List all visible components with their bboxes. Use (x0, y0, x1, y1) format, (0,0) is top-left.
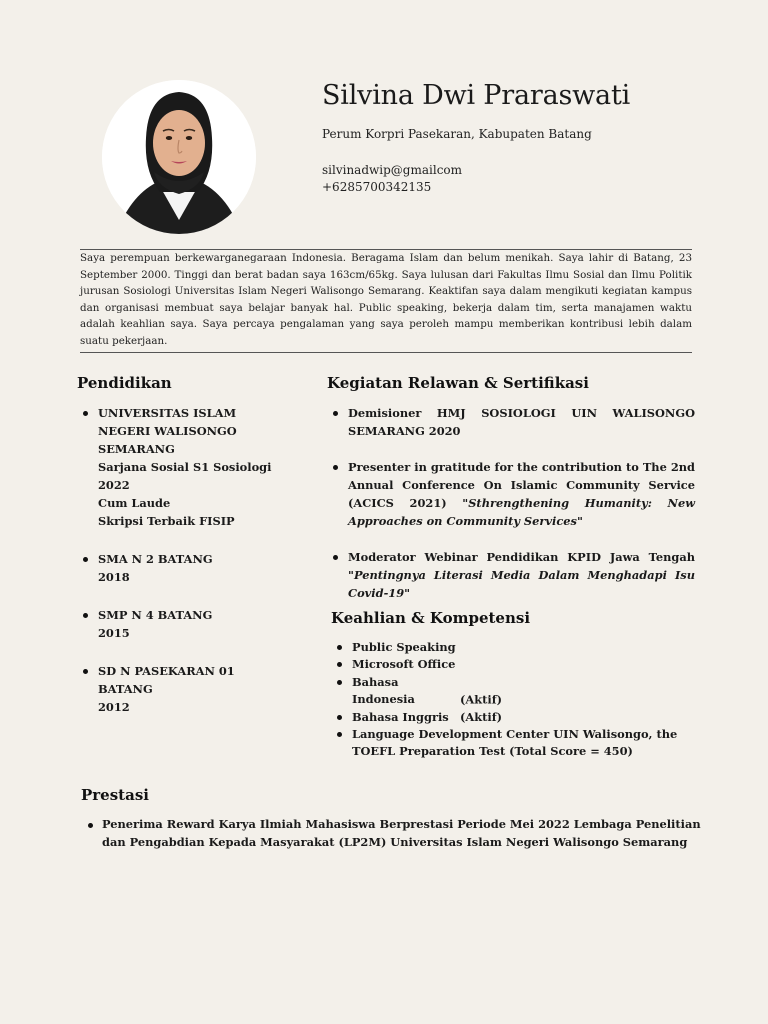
education-title: Pendidikan (77, 374, 172, 392)
skills-list (352, 639, 692, 761)
volunteer-quote-end: " (404, 586, 411, 600)
education-school: SMP N 4 BATANG (98, 608, 213, 622)
education-item (98, 404, 278, 530)
education-year: 2015 (98, 626, 130, 640)
education-year: 2022 (98, 478, 130, 492)
volunteer-item (348, 404, 695, 440)
skill-label: Bahasa Inggris (352, 709, 449, 724)
profile-photo (102, 80, 256, 234)
skills-title: Keahlian & Kompetensi (331, 609, 531, 627)
education-school: UNIVERSITAS ISLAM NEGERI WALISONGO SEMARANG (98, 406, 237, 456)
skill-item (352, 674, 692, 709)
profile-photo-illustration (102, 80, 256, 234)
education-item (98, 606, 278, 642)
skill-label: Public Speaking (352, 640, 456, 654)
education-degree: Sarjana Sosial S1 Sosiologi (98, 460, 272, 474)
achievement-text: Penerima Reward Karya Ilmiah Mahasiswa Berprestasi Periode Mei 2022 Lembaga Penelitian dan Pengabdian Kepada Masyarakat (LP2M) Universitas Islam Negeri Walisongo Semarang (102, 817, 701, 849)
education-item (98, 550, 278, 586)
phone: +6285700342135 (322, 180, 432, 194)
education-item (98, 662, 278, 716)
skill-item (352, 726, 692, 761)
skill-item (352, 709, 692, 726)
education-award: Skripsi Terbaik FISIP (98, 514, 235, 528)
skill-label: Bahasa Indonesia (352, 674, 415, 707)
skill-label: Language Development Center UIN Walisongo, the TOEFL Preparation Test (Total Score = 450) (352, 727, 678, 759)
education-honor: Cum Laude (98, 496, 171, 510)
volunteer-text: Presenter in gratitude for the contribution to The 2nd Annual Conference On Islamic Community Service (ACICS 2021) " (348, 460, 695, 510)
skill-item (352, 656, 692, 673)
education-school: SD N PASEKARAN 01 BATANG (98, 664, 235, 696)
email: silvinadwip@gmailcom (322, 163, 463, 177)
skill-level: (Aktif) (460, 709, 502, 724)
education-list (98, 404, 278, 716)
volunteer-quote-end: " (576, 514, 583, 528)
address: Perum Korpri Pasekaran, Kabupaten Batang (322, 127, 592, 141)
volunteer-text: Demisioner HMJ SOSIOLOGI UIN WALISONGO SEMARANG 2020 (348, 406, 695, 438)
profile-summary: Saya perempuan berkewarganegaraan Indonesia. Beragama Islam dan belum menikah. Saya lahir di Batang, 23 September 2000. Tinggi dan berat badan saya 163cm/65kg. Saya lulusan dari Fakultas Ilmu Sosial dan Ilmu Politik jurusan Sosiologi Universitas Islam Negeri Walisongo Semarang. Keaktifan saya dalam mengikuti kegiatan kampus dan organisasi membuat saya belajar banyak hal. Public speaking, bekerja dalam tim, serta manajamen waktu adalah keahlian saya. Saya percaya pengalaman yang saya peroleh mampu memberikan kontribusi lebih dalam suatu pekerjaan. (80, 249, 692, 353)
skill-label: Microsoft Office (352, 657, 456, 672)
volunteer-item (348, 458, 695, 530)
skill-level: (Aktif) (460, 692, 502, 707)
achievements-list (102, 816, 702, 851)
education-school: SMA N 2 BATANG (98, 552, 213, 566)
achievements-title: Prestasi (81, 786, 149, 804)
volunteer-text: Moderator Webinar Pendidikan KPID Jawa Tengah " (348, 550, 695, 582)
achievement-item (102, 816, 702, 851)
candidate-name: Silvina Dwi Praraswati (322, 80, 631, 111)
volunteer-list (348, 404, 695, 620)
volunteer-item (348, 548, 695, 602)
education-year: 2018 (98, 570, 130, 584)
volunteer-italic-title: Pentingnya Literasi Media Dalam Menghadapi Isu Covid-19 (348, 568, 695, 600)
education-year: 2012 (98, 700, 130, 714)
skill-item (352, 639, 692, 656)
volunteer-italic-title: Sthrengthening Humanity: New Approaches on Community Services (348, 496, 695, 528)
volunteer-title: Kegiatan Relawan & Sertifikasi (327, 374, 589, 392)
